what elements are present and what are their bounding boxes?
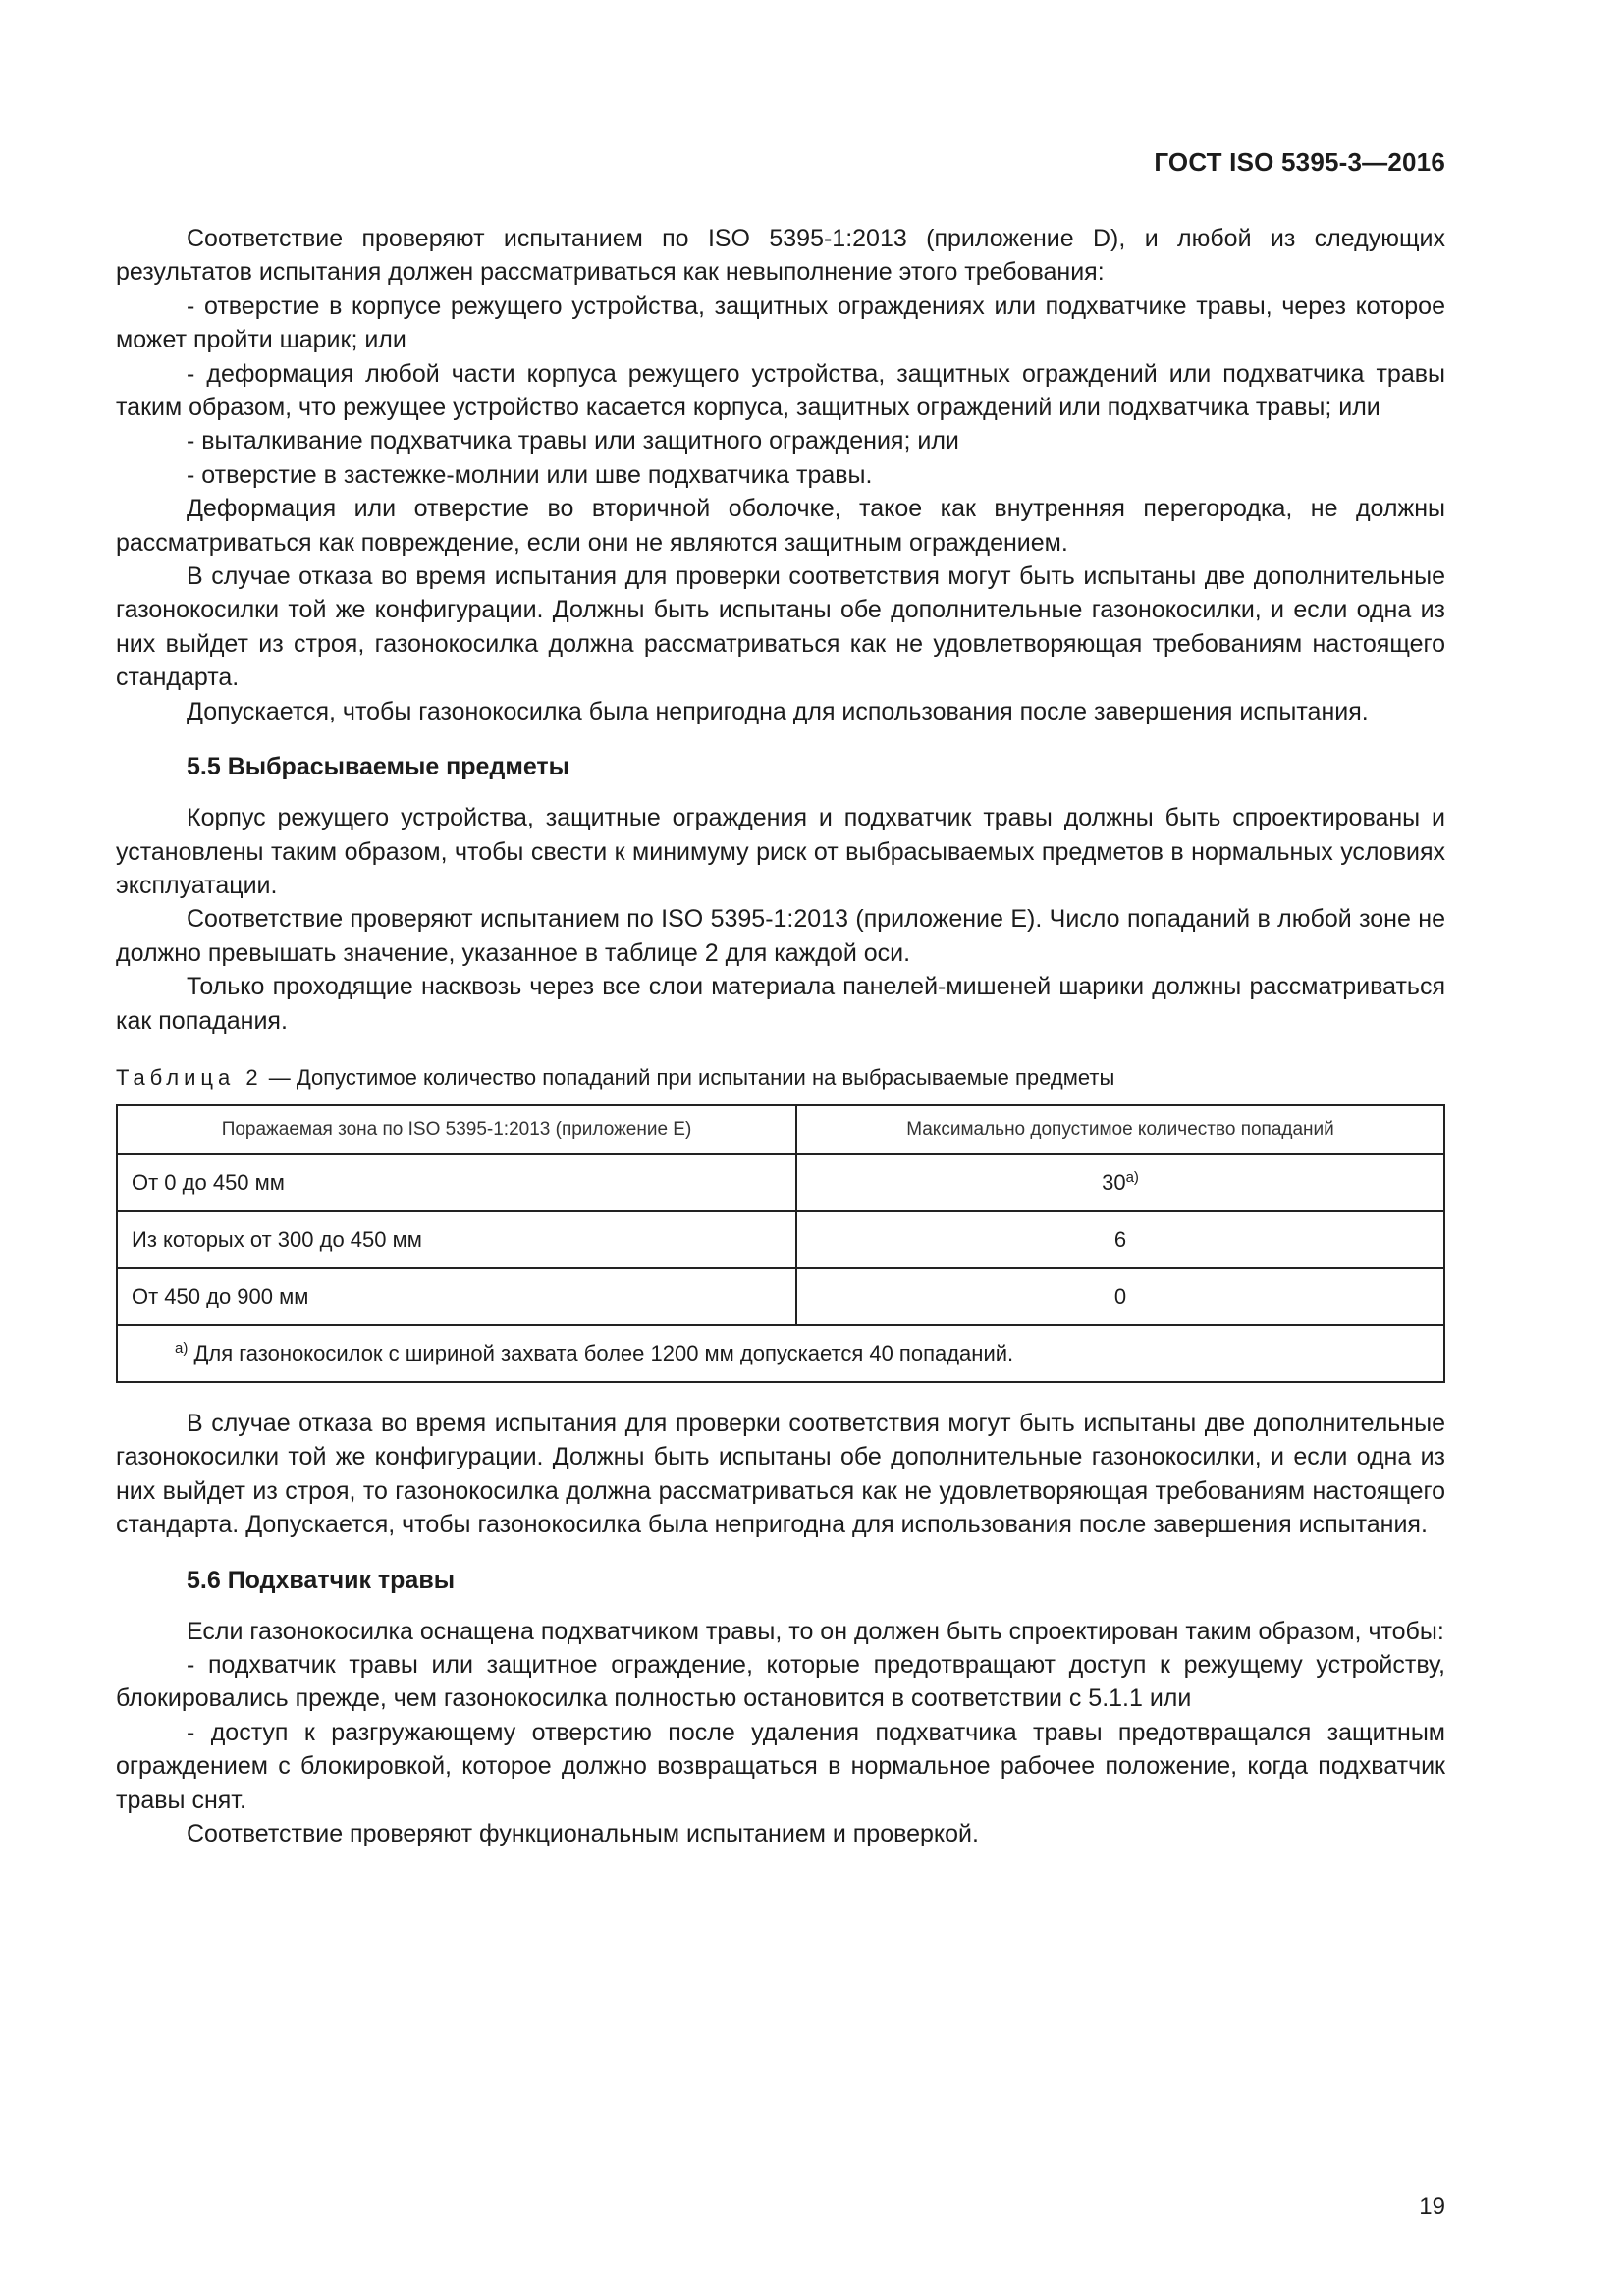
paragraph: В случае отказа во время испытания для проверки соответствия могут быть испытаны две дополнительные газонокосилки той же конфигурации. Должны быть испытаны обе дополнительные газонокосилки, и если одна из них выйдет из строя, газонокосилка должна рассматриваться как не удовлетворяющая требованиям настоящего стандарта.: [116, 562, 1445, 692]
paragraph: Соответствие проверяют испытанием по ISO 5395-1:2013 (приложение D), и любой из следующих результатов испытания должен рассматриваться как невыполнение этого требования:: [116, 225, 1445, 287]
list-item: - доступ к разгружающему отверстию после удаления подхватчика травы предотвращался защитным ограждением с блокировкой, которое должно возвращаться в нормальное рабочее положение, когда подхватчик травы снят.: [116, 1718, 1445, 1814]
zone-cell: От 450 до 900 мм: [117, 1268, 796, 1325]
list-item: - отверстие в корпусе режущего устройства, защитных ограждениях или подхватчике травы, через которое может пройти шарик; или: [116, 292, 1445, 354]
max-hits-value: 6: [1113, 1226, 1127, 1252]
section-heading-5-6: 5.6 Подхватчик травы: [187, 1566, 456, 1594]
footnote-ref: а): [1125, 1168, 1139, 1186]
max-hits-value: 0: [1113, 1283, 1127, 1308]
list-item: - подхватчик травы или защитное ограждение, которые предотвращают доступ к режущему устройству, блокировались прежде, чем газонокосилка полностью остановится в соответствии с 5.1.1 или: [116, 1650, 1445, 1713]
paragraph: Только проходящие насквозь через все слои материала панелей-мишеней шарики должны рассматриваться как попадания.: [116, 973, 1445, 1035]
paragraph: Допускается, чтобы газонокосилка была непригодна для использования после завершения испытания.: [187, 697, 1369, 725]
section-heading-5-5: 5.5 Выбрасываемые предметы: [187, 753, 569, 781]
paragraph: В случае отказа во время испытания для проверки соответствия могут быть испытаны две дополнительные газонокосилки той же конфигурации. Должны быть испытаны обе дополнительные газонокосилки, и если одна из них выйдет из строя, то газонокосилка должна рассматриваться как не удовлетворяющая требованиям настоящего стандарта. Допускается, чтобы газонокосилка была непригодна для использования после завершения испытания.: [116, 1409, 1445, 1539]
paragraph: Если газонокосилка оснащена подхватчиком травы, то он должен быть спроектирован таким образом, чтобы:: [187, 1617, 1444, 1645]
page-content: [116, 222, 1445, 1850]
zone-cell: Из которых от 300 до 450 мм: [117, 1211, 796, 1268]
paragraph: Корпус режущего устройства, защитные ограждения и подхватчик травы должны быть спроектированы и установлены таким образом, чтобы свести к минимуму риск от выбрасываемых предметов в нормальных условиях эксплуатации.: [116, 804, 1445, 899]
paragraph: Соответствие проверяют функциональным испытанием и проверкой.: [187, 1820, 979, 1847]
footnote-mark: а): [175, 1339, 189, 1357]
hits-table: [116, 1104, 1445, 1383]
paragraph: Соответствие проверяют испытанием по ISO 5395-1:2013 (приложение Е). Число попаданий в любой зоне не должно превышать значение, указанное в таблице 2 для каждой оси.: [116, 905, 1445, 967]
max-hits-value: 30: [1102, 1169, 1126, 1195]
document-header: ГОСТ ISO 5395-3—2016: [1154, 147, 1445, 177]
table-caption-label: Таблица 2: [116, 1064, 263, 1090]
paragraph: Деформация или отверстие во вторичной оболочке, такое как внутренняя перегородка, не должны рассматриваться как повреждение, если они не являются защитным ограждением.: [116, 495, 1445, 557]
table-footnote-row: [117, 1325, 1444, 1382]
table-caption: [116, 1063, 1445, 1093]
table-row: [117, 1154, 1444, 1211]
table-footnote: [117, 1325, 1444, 1382]
table-caption-text: — Допустимое количество попаданий при испытании на выбрасываемые предметы: [262, 1064, 1115, 1090]
table-row: [117, 1211, 1444, 1268]
table-header-zone: Поражаемая зона по ISO 5395-1:2013 (приложение Е): [117, 1105, 796, 1154]
list-item: - отверстие в застежке-молнии или шве подхватчика травы.: [187, 460, 873, 489]
page-number: 19: [1419, 2193, 1445, 2219]
footnote-text: Для газонокосилок с шириной захвата более 1200 мм допускается 40 попаданий.: [188, 1340, 1014, 1365]
max-hits-cell: [796, 1154, 1444, 1211]
max-hits-cell: [796, 1211, 1444, 1268]
table-header-max-hits: Максимально допустимое количество попаданий: [796, 1105, 1444, 1154]
list-item: - выталкивание подхватчика травы или защитного ограждения; или: [187, 427, 959, 455]
table-row: [117, 1268, 1444, 1325]
zone-cell: От 0 до 450 мм: [117, 1154, 796, 1211]
list-item: - деформация любой части корпуса режущего устройства, защитных ограждений или подхватчика травы таким образом, что режущее устройство касается корпуса, защитных ограждений или подхватчика травы; или: [116, 359, 1445, 422]
max-hits-cell: [796, 1268, 1444, 1325]
